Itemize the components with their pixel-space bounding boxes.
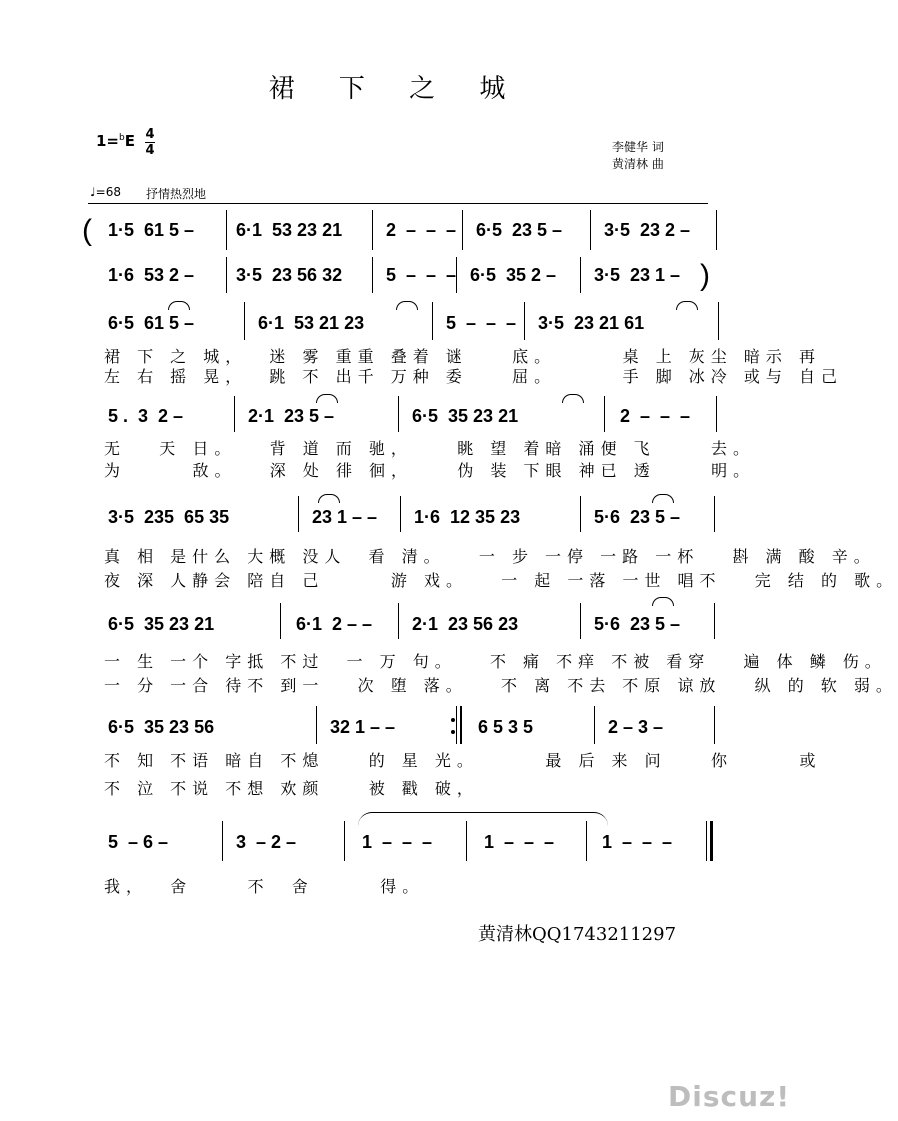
measure: 2 – – – xyxy=(620,406,691,426)
measure: 5 – – – xyxy=(446,313,517,333)
measure: 1 – – – xyxy=(602,832,673,852)
measure: 2 – – – xyxy=(386,220,457,240)
repeat-paren-open: ( xyxy=(82,214,92,247)
barline xyxy=(714,496,715,532)
key-flat: b xyxy=(119,133,125,143)
barline xyxy=(524,302,525,340)
measure: 2 – 3 – xyxy=(608,717,664,737)
measure: 32 1 – – xyxy=(330,717,396,737)
measure: 1 – – – xyxy=(484,832,555,852)
barline xyxy=(580,496,581,532)
measure: 2·1 23 56 23 xyxy=(412,614,519,634)
barline xyxy=(716,396,717,432)
measure: 3·5 235 65 35 xyxy=(108,507,230,527)
repeat-dot xyxy=(451,718,455,722)
barline xyxy=(590,210,591,250)
repeat-paren-close: ) xyxy=(700,259,710,292)
barline xyxy=(344,821,345,861)
slur xyxy=(396,301,418,310)
slur xyxy=(652,494,674,503)
composer: 黄清林 曲 xyxy=(612,157,664,171)
lyrics-verse-1: 一 生 一个 字抵 不过 一 万 句。 不 痛 不痒 不被 看穿 遍 体 鳞 伤。 xyxy=(104,652,887,671)
barline xyxy=(244,302,245,340)
barline xyxy=(586,821,587,861)
slur xyxy=(562,394,584,403)
lyrics-verse-1: 我， 舍 不 舍 得。 xyxy=(104,877,425,896)
measure: 6·1 53 23 21 xyxy=(236,220,343,240)
barline xyxy=(714,603,715,639)
measure: 6·1 53 21 23 xyxy=(258,313,365,333)
barline xyxy=(714,706,715,744)
slur xyxy=(316,394,338,403)
key-signature xyxy=(96,132,135,150)
barline xyxy=(222,821,223,861)
lyrics-verse-2: 左 右 摇 晃， 跳 不 出千 万种 委 屈。 手 脚 冰冷 或与 自己 xyxy=(104,367,843,386)
slur xyxy=(318,494,340,503)
measure: 5·6 23 5 – xyxy=(594,507,681,527)
barline xyxy=(716,210,717,250)
lyrics-verse-2: 为 敌。 深 处 徘 徊， 伪 装 下眼 神已 透 明。 xyxy=(104,461,756,480)
key-label: 1= xyxy=(96,132,120,150)
measure: 3·5 23 21 61 xyxy=(538,313,645,333)
measure: 6 5 3 5 xyxy=(478,717,534,737)
measure: 5 . 3 2 – xyxy=(108,406,184,426)
repeat-dot xyxy=(451,730,455,734)
lyrics-verse-2: 不 泣 不说 不想 欢颜 被 戳 破， xyxy=(104,779,479,798)
time-bottom: 4 xyxy=(145,143,155,158)
repeat-end-barline-thick xyxy=(460,706,462,744)
barline xyxy=(298,496,299,532)
measure: 6·5 35 23 21 xyxy=(412,406,519,426)
measure: 3·5 23 56 32 xyxy=(236,265,343,285)
barline xyxy=(462,210,463,250)
measure: 23 1 – – xyxy=(312,507,378,527)
lyrics-verse-2: 夜 深 人静会 陪自 己 游 戏。 一 起 一落 一世 唱不 完 结 的 歌。 xyxy=(104,571,898,590)
measure: 5 – 6 – xyxy=(108,832,169,852)
page-title: 裙 下 之 城 xyxy=(268,74,524,104)
lyrics-verse-1: 真 相 是什么 大概 没人 看 清。 一 步 一停 一路 一杯 斟 满 酸 辛。 xyxy=(104,547,876,566)
measure: 3·5 23 2 – xyxy=(604,220,691,240)
slur xyxy=(652,597,674,606)
lyrics-verse-1: 不 知 不语 暗自 不熄 的 星 光。 最 后 来 问 你 或 xyxy=(104,751,822,770)
tie xyxy=(358,812,608,829)
measure: 1·5 61 5 – xyxy=(108,220,195,240)
staff-top-rule xyxy=(88,203,708,204)
slur xyxy=(676,301,698,310)
barline xyxy=(594,706,595,744)
measure: 5·6 23 5 – xyxy=(594,614,681,634)
lyrics-verse-1: 无 天 日。 背 道 而 驰， 眺 望 着暗 涌便 飞 去。 xyxy=(104,439,755,458)
time-signature xyxy=(145,128,155,157)
measure: 3·5 23 1 – xyxy=(594,265,681,285)
repeat-end-barline xyxy=(456,706,457,744)
lyrics-verse-1: 裙 下 之 城， 迷 雾 重重 叠着 谜 底。 桌 上 灰尘 暗示 再 xyxy=(104,347,821,366)
barline xyxy=(466,821,467,861)
measure: 1·6 53 2 – xyxy=(108,265,195,285)
barline xyxy=(316,706,317,744)
barline xyxy=(456,257,457,293)
measure: 5 – – – xyxy=(386,265,457,285)
barline xyxy=(400,496,401,532)
final-barline-thin xyxy=(706,821,707,861)
measure: 6·5 35 23 56 xyxy=(108,717,215,737)
time-top: 4 xyxy=(145,127,155,142)
barline xyxy=(580,257,581,293)
barline xyxy=(604,396,605,432)
tempo-mark: ♩=68 xyxy=(90,185,121,199)
measure: 6·5 61 5 – xyxy=(108,313,195,333)
lyrics-verse-2: 一 分 一合 待不 到一 次 堕 落。 不 离 不去 不原 谅放 纵 的 软 弱。 xyxy=(104,676,898,695)
barline xyxy=(398,603,399,639)
measure: 6·5 35 23 21 xyxy=(108,614,215,634)
measure: 2·1 23 5 – xyxy=(248,406,335,426)
measure: 1 – – – xyxy=(362,832,433,852)
arranger-signature: 黄清林QQ1743211297 xyxy=(478,924,677,945)
barline xyxy=(718,302,719,340)
barline xyxy=(580,603,581,639)
barline xyxy=(398,396,399,432)
measure: 1·6 12 35 23 xyxy=(414,507,521,527)
measure: 6·5 23 5 – xyxy=(476,220,563,240)
barline xyxy=(226,257,227,293)
lyricist: 李健华 词 xyxy=(612,140,664,154)
barline xyxy=(432,302,433,340)
measure: 6·5 35 2 – xyxy=(470,265,557,285)
barline xyxy=(226,210,227,250)
barline xyxy=(280,603,281,639)
expression-mark: 抒情热烈地 xyxy=(146,187,207,201)
final-barline-thick xyxy=(710,821,713,861)
measure: 3 – 2 – xyxy=(236,832,297,852)
barline xyxy=(372,210,373,250)
barline xyxy=(372,257,373,293)
key-note: E xyxy=(124,132,135,150)
measure: 6·1 2 – – xyxy=(296,614,373,634)
watermark: Discuz! xyxy=(668,1080,791,1113)
barline xyxy=(234,396,235,432)
slur xyxy=(168,301,190,310)
